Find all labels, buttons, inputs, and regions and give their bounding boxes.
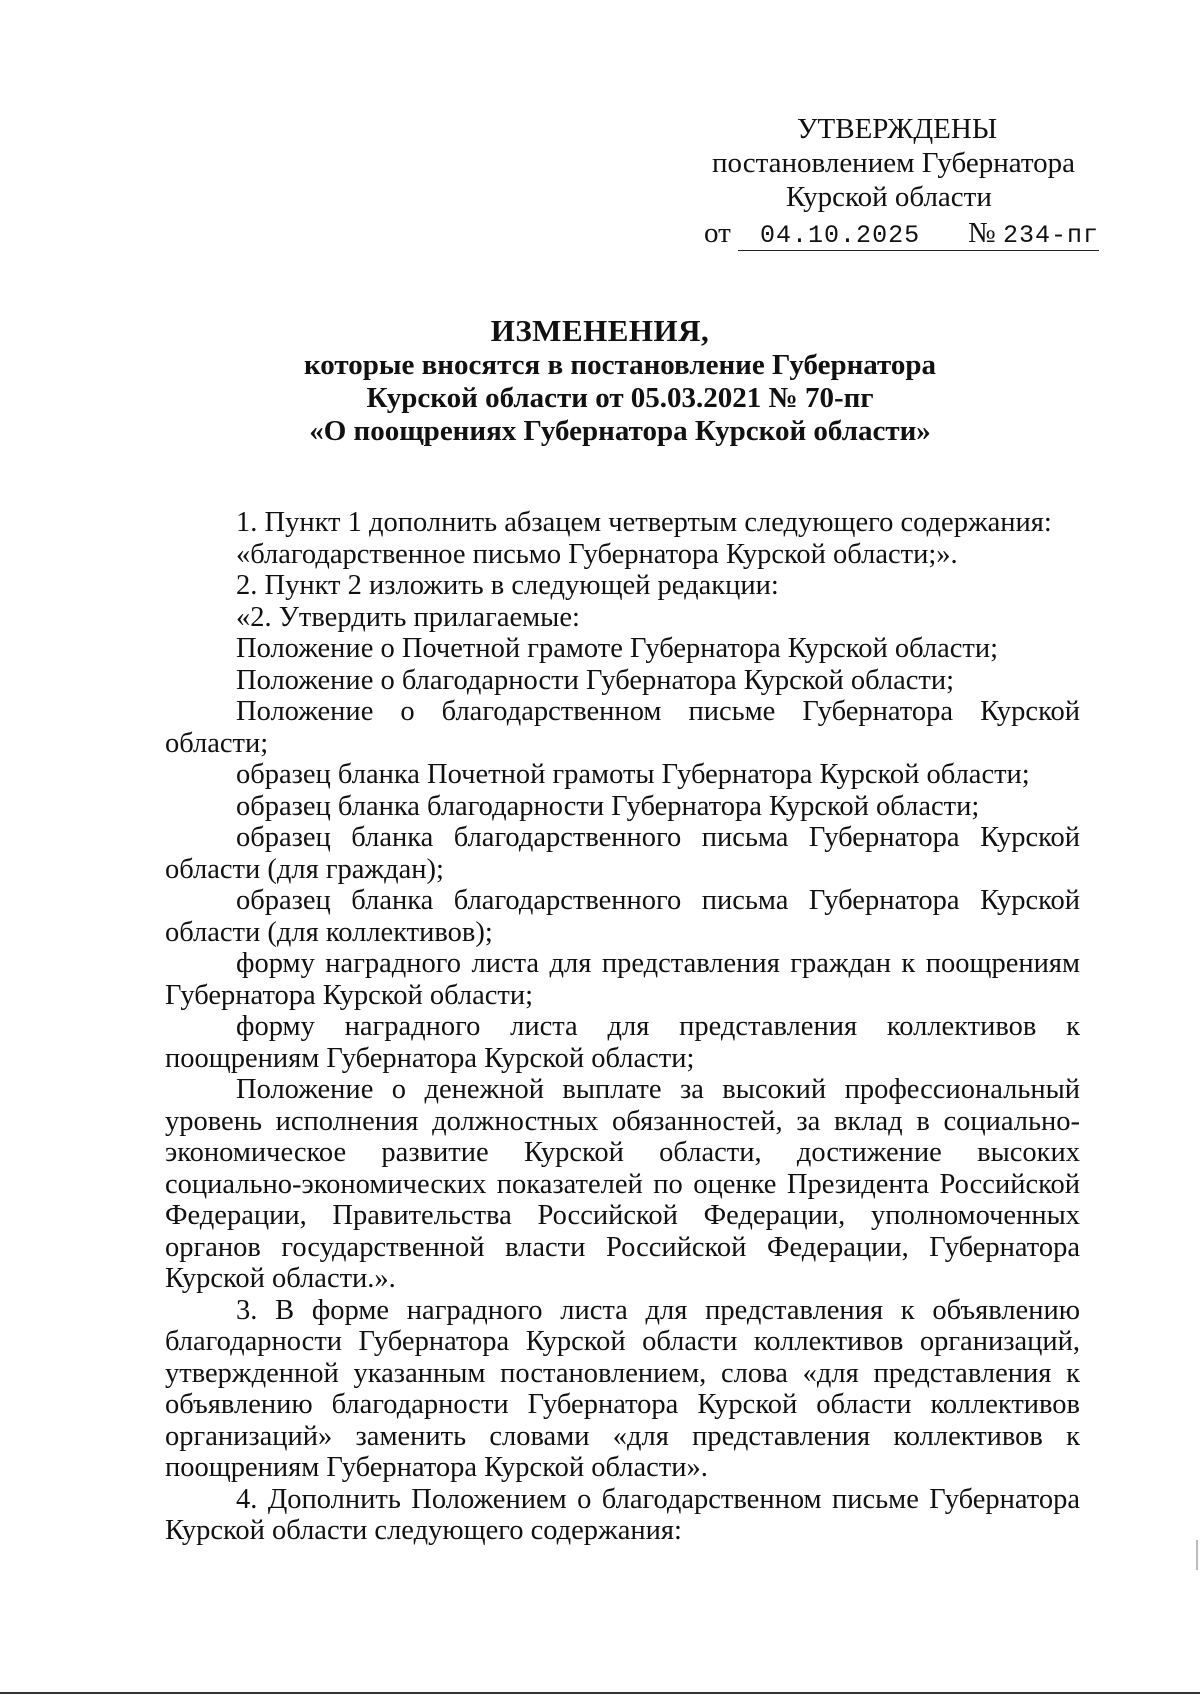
paragraph: «2. Утвердить прилагаемые: <box>236 601 580 633</box>
paragraph: образец бланка благодарственного письма Губернатора Курской области (для коллективов); <box>165 885 1080 948</box>
from-label: от <box>704 217 731 249</box>
paragraph: Положение о благодарности Губернатора Курской области; <box>236 664 955 696</box>
paragraph: форму наградного листа для представления коллективов к поощрениям Губернатора Курской области; <box>165 1011 1080 1074</box>
approval-line-decree: постановлением Губернатора <box>712 147 1076 179</box>
title-line-1: которые вносятся в постановление Губернатора <box>303 349 937 381</box>
paragraph: образец бланка Почетной грамоты Губернатора Курской области; <box>236 759 1030 790</box>
paragraph: образец бланка благодарственного письма Губернатора Курской области (для граждан); <box>165 822 1080 885</box>
paragraph: 3. В форме наградного листа для представления к объявлению благодарности Губернатора Курской области коллективов организаций, утвержденной указанным постановлением, слова «для представления к объявлению благодарности Губернатора Курской области коллективов организаций» заменить словами «для представления коллективов к поощрениям Губернатора Курской области». <box>165 1294 1080 1483</box>
approval-date-number <box>704 216 1100 251</box>
title-line-3: «О поощрениях Губернатора Курской области» <box>309 415 931 447</box>
paragraph: «благодарственное письмо Губернатора Курской области;». <box>236 538 958 570</box>
paragraph: Положение о Почетной грамоте Губернатора Курской области; <box>236 633 999 664</box>
paragraph: образец бланка благодарности Губернатора Курской области; <box>236 790 980 822</box>
approval-line-region: Курской области <box>786 181 992 213</box>
decree-number: 234-пг <box>1002 221 1099 250</box>
approval-title: УТВЕРЖДЕНЫ <box>797 113 998 145</box>
paragraph: 4. Дополнить Положением о благодарственном письме Губернатора Курской области следующего содержания: <box>165 1483 1080 1546</box>
decree-number-field <box>962 219 1099 251</box>
title-heading: ИЗМЕНЕНИЯ, <box>490 313 710 348</box>
approval-block <box>700 112 1100 251</box>
scan-bottom-edge <box>0 1692 1200 1694</box>
paragraph: Положение о благодарственном письме Губернатора Курской области; <box>165 696 1080 759</box>
document-body <box>165 507 1080 1547</box>
decree-date: 04.10.2025 <box>738 222 962 251</box>
number-label: № <box>968 217 996 249</box>
paragraph: 1. Пункт 1 дополнить абзацем четвертым следующего содержания: <box>236 507 1052 538</box>
scan-artifact <box>1196 1540 1198 1570</box>
title-line-2: Курской области от 05.03.2021 № 70-пг <box>366 382 874 414</box>
document-title <box>160 313 1080 448</box>
paragraph: Положение о денежной выплате за высокий профессиональный уровень исполнения должностных обязанностей, за вклад в социально-экономическое развитие Курской области, достижение высоких социально-экономических показателей по оценке Президента Российской Федерации, Правительства Российской Федерации, уполномоченных органов государственной власти Российской Федерации, Губернатора Курской области.». <box>165 1074 1080 1294</box>
paragraph: форму наградного листа для представления граждан к поощрениям Губернатора Курской области; <box>165 948 1080 1011</box>
paragraph: 2. Пункт 2 изложить в следующей редакции: <box>236 570 779 601</box>
